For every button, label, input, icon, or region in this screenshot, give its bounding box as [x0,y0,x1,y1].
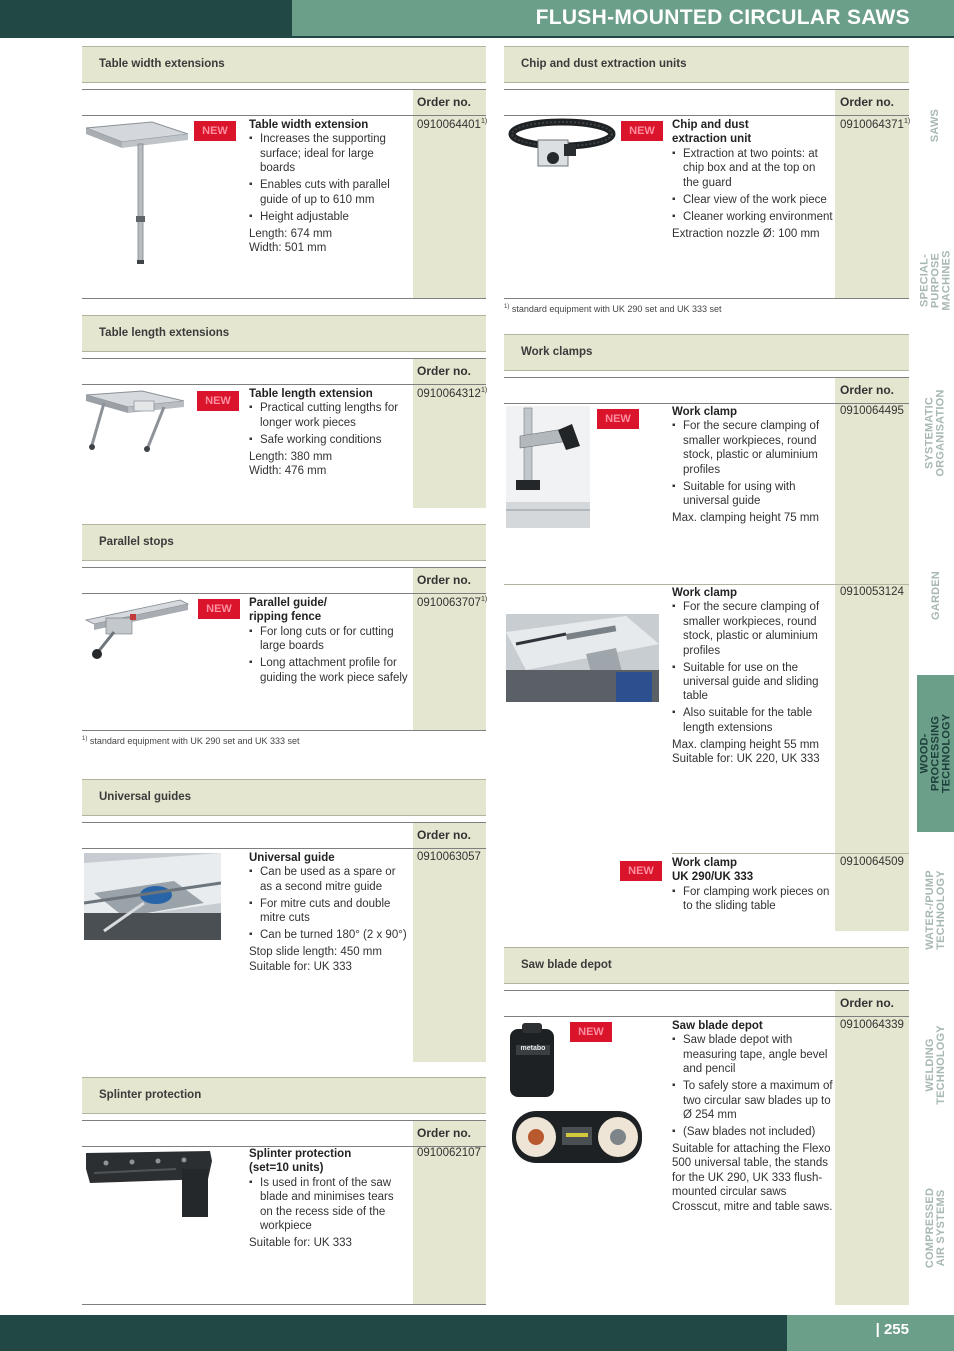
feature-bullet: ▪ For clamping work pieces on to the sliding table [672,885,834,914]
spec-width: Width: 476 mm [249,465,327,478]
product-description [249,1147,409,1250]
order-number: 0910064509 [840,856,904,868]
product-description [672,118,834,241]
spec-clamping-height: Max. clamping height 55 mm [672,738,820,751]
order-column [835,377,909,931]
feature-bullet: ▪ Can be used as a spare or as a second mitre guide [249,865,409,894]
feature-bullet: ▪ Suitable for using with universal guide [672,480,834,509]
order-label: Order no. [417,573,472,587]
feature-bullet: ▪ Long attachment profile for guiding the work piece safely [249,656,409,685]
new-badge: NEW [620,861,662,881]
feature-bullet: ▪ (Saw blades not included) [672,1125,838,1139]
order-number: 0910063057 [417,851,481,863]
header-dark-band [0,0,292,36]
product-name: Saw blade depot [672,1020,763,1032]
feature-bullet: ▪ Saw blade depot with measuring tape, angle bevel and pencil [672,1033,838,1076]
product-name-line2: ripping fence [249,611,322,624]
product-name-line2: extraction unit [672,133,752,146]
order-number: 0910064495 [840,405,904,417]
product-name: Work clamp [672,857,737,869]
feature-bullet: ▪ Can be turned 180° (2 x 90°) [249,928,409,942]
product-name: Table length extension [249,388,373,400]
product-name: Parallel guide/ [249,597,327,609]
spec-stop-slide: Stop slide length: 450 mm [249,946,382,959]
section-table-width [82,46,486,299]
section-bottom-rule [82,730,486,731]
product-description [249,596,409,688]
footnote: $^{1)}$ standard equipment with UK 290 set and UK 333 set [504,304,722,314]
new-badge: NEW [597,409,639,429]
section-header: Splinter protection [82,1077,486,1114]
order-number: 0910064312$^{1)}$ [417,387,488,400]
feature-bullet: ▪ Extraction at two points: at chip box and at the top on the guard [672,147,834,190]
spec-suitable: Suitable for attaching the Flexo 500 universal table, the stands for the UK 290, UK 333 flush-mounted circular saws Crosscut, mitre and table saws. [672,1143,833,1213]
product-name: Chip and dust [672,119,749,131]
side-tab-systematic-organisation[interactable]: SYSTEMATIC ORGANISATION [924,388,948,477]
section-saw-blade-depot [504,947,909,1305]
spec-clamping-height: Max. clamping height 75 mm [672,512,820,525]
order-label: Order no. [417,95,472,109]
feature-bullet: ▪ Enables cuts with parallel guide of up to 610 mm [249,178,409,207]
order-label: Order no. [417,1126,472,1140]
product-description [672,856,834,916]
product-description [249,387,409,479]
order-number: 0910053124 [840,586,904,598]
table-length-extension-image [84,387,188,457]
order-number: 0910063707$^{1)}$ [417,596,488,609]
spec-suitable: Suitable for: UK 333 [249,960,352,973]
section-header: Table width extensions [82,46,486,83]
order-number: 0910064371$^{1)}$ [840,118,911,131]
section-universal-guides [82,779,486,1062]
saw-blade-depot-case-image [508,1021,562,1099]
spec-width: Width: 501 mm [249,242,327,255]
product-name: Table width extension [249,119,369,131]
order-label: Order no. [840,95,895,109]
new-badge: NEW [198,599,240,619]
feature-bullet: ▪ Also suitable for the table length extensions [672,706,834,735]
section-header: Saw blade depot [504,947,909,984]
product-description [672,1019,838,1214]
new-badge: NEW [621,121,663,141]
section-parallel-stops [82,524,486,750]
footer-green-band [787,1315,954,1351]
metabo-logo: metabo [520,1045,546,1052]
order-label: Order no. [840,383,895,397]
section-bottom-rule [82,1304,486,1305]
saw-blade-depot-open-image [506,1107,644,1167]
product-name: Work clamp [672,406,737,418]
section-splinter-protection [82,1077,486,1305]
feature-bullet: ▪ Is used in front of the saw blade and minimises tears on the recess side of the workpiece [249,1176,409,1234]
section-work-clamps [504,334,909,931]
spec-nozzle: Extraction nozzle Ø: 100 mm [672,227,820,240]
order-number: 0910064339 [840,1019,904,1031]
order-column [835,990,909,1305]
feature-bullet: ▪ To safely store a maximum of two circular saw blades up to Ø 254 mm [672,1079,838,1122]
feature-bullet: ▪ Practical cutting lengths for longer work pieces [249,401,409,430]
product-description [249,118,409,255]
footer-dark-band [0,1315,787,1351]
product-description [672,586,834,767]
work-clamp-1-image [506,406,590,528]
side-tab-water-pump[interactable]: WATER-/PUMP TECHNOLOGY [924,870,948,950]
spec-suitable: Suitable for: UK 220, UK 333 [672,753,820,766]
feature-bullet: ▪ Height adjustable [249,210,409,224]
side-tab-wood-processing[interactable]: WOOD-PROCESSING TECHNOLOGY [917,675,954,832]
footnote: $^{1)}$ standard equipment with UK 290 set and UK 333 set [82,736,300,746]
chip-dust-unit-image [508,118,616,178]
row-divider [504,584,909,585]
feature-bullet: ▪ For mitre cuts and double mitre cuts [249,897,409,926]
product-name: Universal guide [249,852,335,864]
section-header: Universal guides [82,779,486,816]
product-description [672,405,834,525]
product-description [249,851,409,974]
row-divider [672,853,909,854]
feature-bullet: ▪ Cleaner working environment [672,210,834,224]
feature-bullet: ▪ For the secure clamping of smaller workpieces, round stock, plastic or aluminium profiles [672,600,834,658]
spec-suitable: Suitable for: UK 333 [249,1237,352,1250]
feature-bullet: ▪ Clear view of the work piece [672,193,834,207]
section-header: Work clamps [504,334,909,371]
section-header: Table length extensions [82,315,486,352]
side-tab-welding[interactable]: WELDING TECHNOLOGY [924,1025,948,1105]
feature-bullet: ▪ Suitable for use on the universal guide and sliding table [672,661,834,704]
new-badge: NEW [197,391,239,411]
new-badge: NEW [570,1022,612,1042]
feature-bullet: ▪ Safe working conditions [249,433,409,447]
order-number: 0910064401$^{1)}$ [417,118,488,131]
product-name-line2: UK 290/UK 333 [672,871,754,884]
spec-length: Length: 674 mm [249,227,333,240]
order-label: Order no. [417,828,472,842]
table-width-extension-image [82,120,192,270]
section-header: Chip and dust extraction units [504,46,909,83]
side-tab-garden[interactable]: GARDEN [929,570,942,620]
side-tab-compressed-air[interactable]: COMPRESSED AIR SYSTEMS [924,1187,947,1268]
side-tab-special-purpose[interactable]: SPECIAL-PURPOSE MACHINES [918,249,953,311]
new-badge: NEW [194,121,236,141]
product-name-line2: (set=10 units) [249,1162,324,1175]
order-label: Order no. [840,996,895,1010]
product-name: Work clamp [672,587,737,599]
page-number: | 255 [875,1321,909,1338]
page-title: FLUSH-MOUNTED CIRCULAR SAWS [535,6,910,29]
order-number: 0910062107 [417,1147,481,1159]
parallel-guide-image [84,596,190,662]
work-clamp-2-image [506,614,659,702]
side-tab-saws[interactable]: SAWS [929,108,942,142]
header-rule [0,36,954,38]
section-bottom-rule [504,298,909,299]
section-table-length [82,315,486,508]
product-name: Splinter protection [249,1148,352,1160]
feature-bullet: ▪ Increases the supporting surface; ideal for large boards [249,132,409,175]
section-chip-dust [504,46,909,316]
universal-guide-image [84,853,221,940]
feature-bullet: ▪ For the secure clamping of smaller workpieces, round stock, plastic or aluminium profiles [672,419,834,477]
splinter-protection-image [84,1149,214,1221]
spec-length: Length: 380 mm [249,450,333,463]
section-header: Parallel stops [82,524,486,561]
feature-bullet: ▪ For long cuts or for cutting large boards [249,625,409,654]
section-bottom-rule [82,298,486,299]
order-label: Order no. [417,364,472,378]
